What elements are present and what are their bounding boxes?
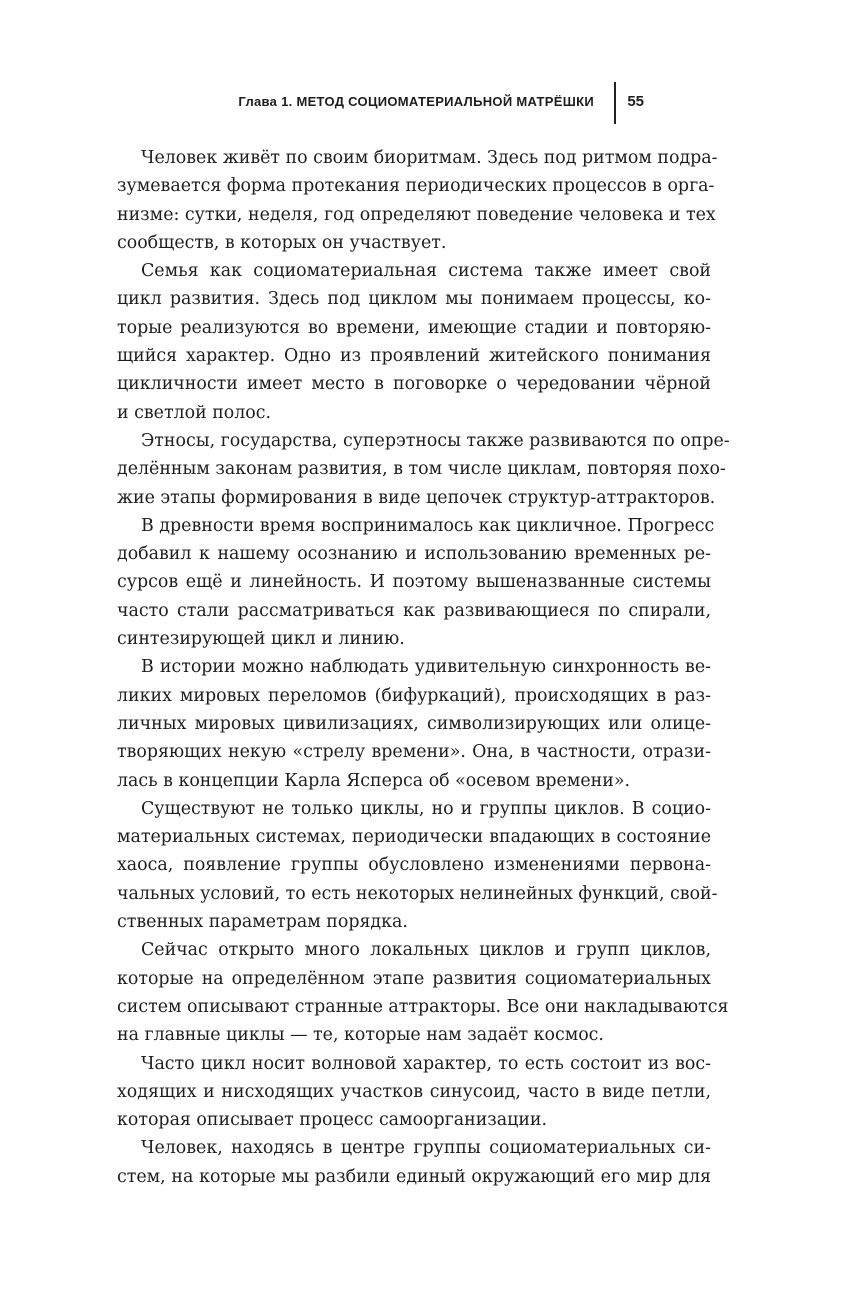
paragraph — [117, 653, 711, 794]
paragraph — [117, 1134, 711, 1191]
paragraph — [117, 1050, 711, 1135]
text-line: личных мировых цивилизациях, символизирующих или олице- — [117, 713, 711, 734]
text-line: цикл развития. Здесь под циклом мы понимаем процессы, ко- — [117, 289, 711, 310]
text-line: ликих мировых переломов (бифуркаций), происходящих в раз- — [117, 685, 711, 706]
running-head — [100, 82, 740, 124]
text-line: которая описывает процесс самоорганизации. — [117, 1110, 548, 1131]
paragraph — [117, 427, 730, 512]
text-line: Сейчас открыто много локальных циклов и групп циклов, — [141, 940, 711, 961]
text-line: низме: сутки, неделя, год определяют поведение человека и тех — [117, 204, 716, 225]
text-line: делённым законам развития, в том числе циклам, повторяя похо- — [117, 459, 726, 480]
text-line: В древности время воспринималось как цикличное. Прогресс — [141, 515, 715, 536]
text-line: сообществ, в которых он участвует. — [117, 232, 447, 253]
header-divider — [614, 82, 616, 124]
paragraph — [117, 936, 729, 1049]
text-line: синтезирующей цикл и линию. — [117, 629, 405, 650]
text-line: добавил к нашему осознанию и использованию временных ре- — [117, 544, 711, 565]
text-line: сурсов ещё и линейность. И поэтому вышеназванные системы — [117, 572, 711, 593]
text-line: Этносы, государства, суперэтносы также развиваются по опре- — [141, 430, 730, 451]
text-line: Человек, находясь в центре группы социоматериальных си- — [141, 1138, 711, 1159]
text-line: Семья как социоматериальная система также имеет свой — [141, 261, 711, 282]
text-line: ходящих и нисходящих участков синусоид, часто в виде петли, — [117, 1081, 711, 1102]
text-line: щийся характер. Одно из проявлений житейского понимания — [117, 346, 711, 367]
text-line: Человек живёт по своим биоритмам. Здесь под ритмом подра- — [141, 148, 718, 168]
text-line: лась в концепции Карла Ясперса об «осевом времени». — [117, 770, 631, 791]
paragraph — [117, 144, 718, 257]
text-line: материальных системах, периодически впадающих в состояние — [117, 827, 711, 848]
text-line: часто стали рассматриваться как развивающиеся по спирали, — [117, 600, 711, 621]
paragraph — [117, 795, 718, 936]
text-line: зумевается форма протекания периодических процессов в орга- — [117, 176, 715, 197]
text-line: торые реализуются во времени, имеющие стадии и повторяю- — [117, 317, 711, 338]
text-line: жие этапы формирования в виде цепочек структур-аттракторов. — [117, 487, 716, 508]
paragraph — [117, 512, 715, 653]
text-line: которые на определённом этапе развития социоматериальных — [117, 968, 711, 989]
text-line: систем описывают странные аттракторы. Все они накладываются — [117, 996, 729, 1017]
body-text — [117, 144, 730, 1191]
text-line: Существуют не только циклы, но и группы циклов. В социо- — [141, 798, 711, 819]
text-line: хаоса, появление группы обусловлено изменениями первона- — [117, 855, 711, 876]
page-number: 55 — [627, 93, 644, 110]
text-line: чальных условий, то есть некоторых нелинейных функций, свой- — [117, 883, 718, 904]
text-line: стем, на которые мы разбили единый окружающий его мир для — [117, 1166, 711, 1187]
text-line: ственных параметрам порядка. — [117, 912, 408, 933]
text-line: Часто цикл носит волновой характер, то есть состоит из вос- — [141, 1053, 711, 1074]
text-line: творяющих некую «стрелу времени». Она, в частности, отрази- — [117, 742, 711, 763]
text-line: В истории можно наблюдать удивительную синхронность ве- — [141, 657, 711, 678]
running-title: Глава 1. МЕТОД СОЦИОМАТЕРИАЛЬНОЙ МАТРЁШКИ — [238, 94, 594, 109]
paragraph — [117, 257, 711, 427]
text-line: и светлой полос. — [117, 402, 272, 423]
text-line: цикличности имеет место в поговорке о чередовании чёрной — [117, 374, 711, 395]
text-line: на главные циклы — те, которые нам задаёт космос. — [117, 1025, 604, 1046]
